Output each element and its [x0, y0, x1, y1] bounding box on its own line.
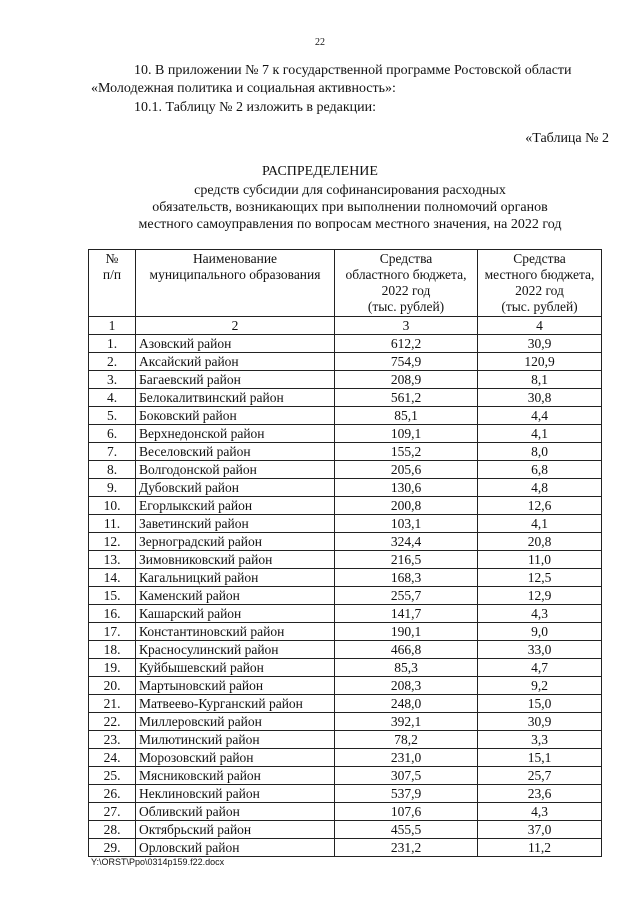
row-number: 14.	[89, 569, 136, 587]
table-row	[89, 605, 602, 623]
local-budget-value: 3,3	[478, 731, 602, 749]
table-row	[89, 533, 602, 551]
municipality-name: Красносулинский район	[136, 641, 335, 659]
municipality-name: Егорлыкский район	[136, 497, 335, 515]
regional-budget-value: 216,5	[335, 551, 478, 569]
regional-budget-value: 109,1	[335, 425, 478, 443]
row-number: 18.	[89, 641, 136, 659]
table-row	[89, 839, 602, 857]
table-row	[89, 479, 602, 497]
municipality-name: Каменский район	[136, 587, 335, 605]
regional-budget-value: 455,5	[335, 821, 478, 839]
municipality-name: Орловский район	[136, 839, 335, 857]
regional-budget-value: 107,6	[335, 803, 478, 821]
row-number: 5.	[89, 407, 136, 425]
regional-budget-value: 103,1	[335, 515, 478, 533]
row-number: 29.	[89, 839, 136, 857]
index-cell: 1	[89, 317, 136, 335]
row-number: 4.	[89, 389, 136, 407]
regional-budget-value: 155,2	[335, 443, 478, 461]
municipality-name: Куйбышевский район	[136, 659, 335, 677]
local-budget-value: 4,8	[478, 479, 602, 497]
row-number: 13.	[89, 551, 136, 569]
table-row	[89, 713, 602, 731]
row-number: 24.	[89, 749, 136, 767]
table-row	[89, 659, 602, 677]
table-row	[89, 515, 602, 533]
row-number: 2.	[89, 353, 136, 371]
table-row	[89, 425, 602, 443]
municipality-name: Октябрьский район	[136, 821, 335, 839]
table-row	[89, 821, 602, 839]
table-row	[89, 641, 602, 659]
row-number: 7.	[89, 443, 136, 461]
header-number: № п/п	[89, 250, 136, 317]
header-regional-budget: Средства областного бюджета, 2022 год (тыс. рублей)	[335, 250, 478, 317]
index-cell: 3	[335, 317, 478, 335]
table-row	[89, 497, 602, 515]
row-number: 10.	[89, 497, 136, 515]
table-row	[89, 353, 602, 371]
distribution-table	[88, 249, 602, 857]
regional-budget-value: 324,4	[335, 533, 478, 551]
table-reference: «Таблица № 2	[525, 131, 609, 146]
table-row	[89, 623, 602, 641]
regional-budget-value: 205,6	[335, 461, 478, 479]
file-path-footer: Y:\ORST\Ppo\0314p159.f22.docx	[91, 857, 225, 867]
local-budget-value: 12,9	[478, 587, 602, 605]
municipality-name: Аксайский район	[136, 353, 335, 371]
local-budget-value: 37,0	[478, 821, 602, 839]
regional-budget-value: 85,3	[335, 659, 478, 677]
row-number: 28.	[89, 821, 136, 839]
paragraph-program-name: «Молодежная политика и социальная активность»:	[91, 81, 396, 96]
regional-budget-value: 754,9	[335, 353, 478, 371]
index-cell: 2	[136, 317, 335, 335]
header-municipality: Наименование муниципального образования	[136, 250, 335, 317]
local-budget-value: 6,8	[478, 461, 602, 479]
table-row	[89, 407, 602, 425]
municipality-name: Боковский район	[136, 407, 335, 425]
municipality-name: Веселовский район	[136, 443, 335, 461]
table-row	[89, 551, 602, 569]
municipality-name: Мясниковский район	[136, 767, 335, 785]
municipality-name: Азовский район	[136, 335, 335, 353]
local-budget-value: 11,0	[478, 551, 602, 569]
municipality-name: Кашарский район	[136, 605, 335, 623]
regional-budget-value: 392,1	[335, 713, 478, 731]
municipality-name: Багаевский район	[136, 371, 335, 389]
municipality-name: Константиновский район	[136, 623, 335, 641]
regional-budget-value: 255,7	[335, 587, 478, 605]
table-row	[89, 803, 602, 821]
table-row	[89, 749, 602, 767]
row-number: 25.	[89, 767, 136, 785]
municipality-name: Матвеево-Курганский район	[136, 695, 335, 713]
table-index-row	[89, 317, 602, 335]
regional-budget-value: 307,5	[335, 767, 478, 785]
row-number: 1.	[89, 335, 136, 353]
table-row	[89, 785, 602, 803]
regional-budget-value: 200,8	[335, 497, 478, 515]
row-number: 11.	[89, 515, 136, 533]
local-budget-value: 12,6	[478, 497, 602, 515]
table-row	[89, 443, 602, 461]
municipality-name: Морозовский район	[136, 749, 335, 767]
paragraph-item-10-1: 10.1. Таблицу № 2 изложить в редакции:	[134, 100, 376, 115]
municipality-name: Миллеровский район	[136, 713, 335, 731]
row-number: 20.	[89, 677, 136, 695]
municipality-name: Мартыновский район	[136, 677, 335, 695]
row-number: 3.	[89, 371, 136, 389]
regional-budget-value: 168,3	[335, 569, 478, 587]
local-budget-value: 30,9	[478, 335, 602, 353]
regional-budget-value: 190,1	[335, 623, 478, 641]
regional-budget-value: 466,8	[335, 641, 478, 659]
row-number: 17.	[89, 623, 136, 641]
row-number: 15.	[89, 587, 136, 605]
regional-budget-value: 537,9	[335, 785, 478, 803]
regional-budget-value: 141,7	[335, 605, 478, 623]
local-budget-value: 4,3	[478, 803, 602, 821]
local-budget-value: 11,2	[478, 839, 602, 857]
row-number: 21.	[89, 695, 136, 713]
municipality-name: Зерноградский район	[136, 533, 335, 551]
row-number: 16.	[89, 605, 136, 623]
row-number: 12.	[89, 533, 136, 551]
local-budget-value: 9,0	[478, 623, 602, 641]
regional-budget-value: 78,2	[335, 731, 478, 749]
local-budget-value: 12,5	[478, 569, 602, 587]
row-number: 26.	[89, 785, 136, 803]
municipality-name: Заветинский район	[136, 515, 335, 533]
municipality-name: Зимовниковский район	[136, 551, 335, 569]
local-budget-value: 30,9	[478, 713, 602, 731]
regional-budget-value: 130,6	[335, 479, 478, 497]
table-row	[89, 335, 602, 353]
local-budget-value: 4,3	[478, 605, 602, 623]
row-number: 9.	[89, 479, 136, 497]
municipality-name: Неклиновский район	[136, 785, 335, 803]
document-heading: РАСПРЕДЕЛЕНИЕ	[262, 164, 378, 179]
municipality-name: Кагальницкий район	[136, 569, 335, 587]
regional-budget-value: 208,3	[335, 677, 478, 695]
local-budget-value: 8,0	[478, 443, 602, 461]
row-number: 27.	[89, 803, 136, 821]
municipality-name: Волгодонской район	[136, 461, 335, 479]
regional-budget-value: 612,2	[335, 335, 478, 353]
table-row	[89, 767, 602, 785]
municipality-name: Белокалитвинский район	[136, 389, 335, 407]
table-row	[89, 371, 602, 389]
table-header-row	[89, 250, 602, 317]
municipality-name: Обливский район	[136, 803, 335, 821]
page-number: 22	[315, 37, 325, 48]
local-budget-value: 120,9	[478, 353, 602, 371]
local-budget-value: 15,1	[478, 749, 602, 767]
municipality-name: Дубовский район	[136, 479, 335, 497]
table-row	[89, 389, 602, 407]
row-number: 22.	[89, 713, 136, 731]
regional-budget-value: 231,2	[335, 839, 478, 857]
table-row	[89, 677, 602, 695]
index-cell: 4	[478, 317, 602, 335]
local-budget-value: 4,1	[478, 425, 602, 443]
local-budget-value: 23,6	[478, 785, 602, 803]
local-budget-value: 25,7	[478, 767, 602, 785]
table-row	[89, 461, 602, 479]
header-local-budget: Средства местного бюджета, 2022 год (тыс. рублей)	[478, 250, 602, 317]
table-row	[89, 587, 602, 605]
regional-budget-value: 85,1	[335, 407, 478, 425]
municipality-name: Верхнедонской район	[136, 425, 335, 443]
row-number: 23.	[89, 731, 136, 749]
table-row	[89, 569, 602, 587]
regional-budget-value: 248,0	[335, 695, 478, 713]
municipality-name: Милютинский район	[136, 731, 335, 749]
local-budget-value: 4,1	[478, 515, 602, 533]
table-row	[89, 731, 602, 749]
regional-budget-value: 231,0	[335, 749, 478, 767]
local-budget-value: 4,4	[478, 407, 602, 425]
local-budget-value: 8,1	[478, 371, 602, 389]
local-budget-value: 33,0	[478, 641, 602, 659]
document-subtitle: средств субсидии для софинансирования расходных обязательств, возникающих при выполнении полномочий органов местного самоуправления по вопросам местного значения, на 2022 год	[138, 183, 562, 232]
table-row	[89, 695, 602, 713]
row-number: 6.	[89, 425, 136, 443]
regional-budget-value: 561,2	[335, 389, 478, 407]
local-budget-value: 30,8	[478, 389, 602, 407]
local-budget-value: 20,8	[478, 533, 602, 551]
local-budget-value: 9,2	[478, 677, 602, 695]
paragraph-item-10: 10. В приложении № 7 к государственной программе Ростовской области	[134, 63, 572, 78]
local-budget-value: 15,0	[478, 695, 602, 713]
row-number: 8.	[89, 461, 136, 479]
regional-budget-value: 208,9	[335, 371, 478, 389]
local-budget-value: 4,7	[478, 659, 602, 677]
row-number: 19.	[89, 659, 136, 677]
